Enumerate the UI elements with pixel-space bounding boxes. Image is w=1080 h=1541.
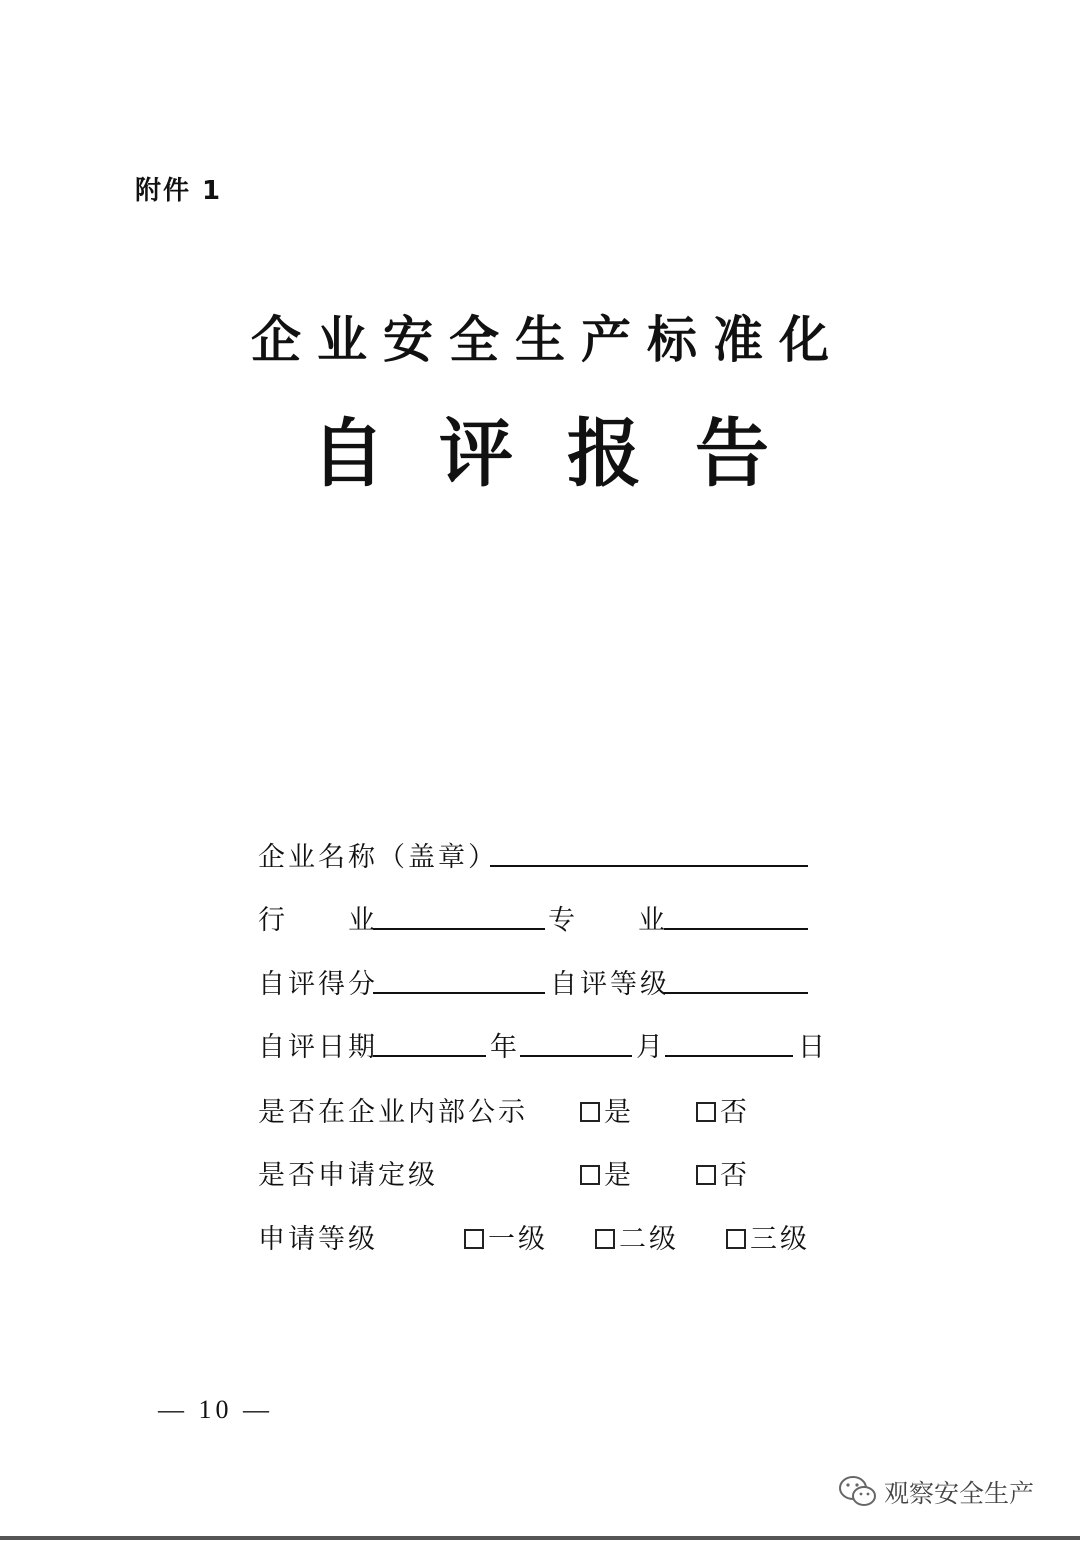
level1-text: 一级 bbox=[488, 1224, 548, 1255]
apply-no-text: 否 bbox=[720, 1160, 750, 1191]
industry-label: 行 业 bbox=[258, 905, 378, 936]
month-field[interactable] bbox=[520, 1025, 632, 1057]
checkbox-icon[interactable] bbox=[580, 1102, 600, 1122]
industry-field[interactable] bbox=[373, 898, 545, 930]
public-label: 是否在企业内部公示 bbox=[258, 1097, 528, 1128]
public-no-text: 否 bbox=[720, 1097, 750, 1128]
level1-option[interactable] bbox=[464, 1217, 548, 1256]
year-field[interactable] bbox=[373, 1025, 486, 1057]
scan-edge-divider bbox=[0, 1536, 1080, 1540]
public-no-option[interactable] bbox=[696, 1090, 750, 1129]
score-label: 自评得分 bbox=[258, 969, 378, 1000]
apply-yes-text: 是 bbox=[604, 1160, 634, 1191]
day-field[interactable] bbox=[665, 1025, 793, 1057]
watermark-text: 观察安全生产 bbox=[884, 1479, 1035, 1508]
public-yes-option[interactable] bbox=[580, 1090, 634, 1129]
checkbox-icon[interactable] bbox=[595, 1229, 615, 1249]
watermark bbox=[838, 1474, 1034, 1510]
wechat-icon bbox=[838, 1475, 878, 1509]
specialty-field[interactable] bbox=[664, 898, 808, 930]
specialty-label: 专 业 bbox=[548, 905, 668, 936]
apply-yes-option[interactable] bbox=[580, 1153, 634, 1192]
month-label: 月 bbox=[636, 1032, 666, 1063]
company-name-field[interactable] bbox=[490, 835, 808, 867]
score-field[interactable] bbox=[373, 962, 545, 994]
apply-no-option[interactable] bbox=[696, 1153, 750, 1192]
page-number: — 10 — bbox=[158, 1395, 273, 1424]
checkbox-icon[interactable] bbox=[696, 1102, 716, 1122]
level-field[interactable] bbox=[664, 962, 808, 994]
day-label: 日 bbox=[798, 1032, 828, 1063]
public-yes-text: 是 bbox=[604, 1097, 634, 1128]
company-name-label: 企业名称（盖章） bbox=[258, 842, 498, 873]
title-line-1: 企业安全生产标准化 bbox=[251, 310, 845, 369]
level3-text: 三级 bbox=[750, 1224, 810, 1255]
level2-text: 二级 bbox=[619, 1224, 679, 1255]
checkbox-icon[interactable] bbox=[726, 1229, 746, 1249]
apply-level-label: 申请等级 bbox=[258, 1224, 378, 1255]
title-line-2: 自评报告 bbox=[311, 411, 823, 497]
level3-option[interactable] bbox=[726, 1217, 810, 1256]
checkbox-icon[interactable] bbox=[580, 1165, 600, 1185]
checkbox-icon[interactable] bbox=[696, 1165, 716, 1185]
date-label: 自评日期 bbox=[258, 1032, 378, 1063]
apply-label: 是否申请定级 bbox=[258, 1160, 438, 1191]
level2-option[interactable] bbox=[595, 1217, 679, 1256]
level-label: 自评等级 bbox=[550, 969, 670, 1000]
year-label: 年 bbox=[490, 1032, 520, 1063]
checkbox-icon[interactable] bbox=[464, 1229, 484, 1249]
attachment-label: 附件 1 bbox=[135, 176, 223, 206]
